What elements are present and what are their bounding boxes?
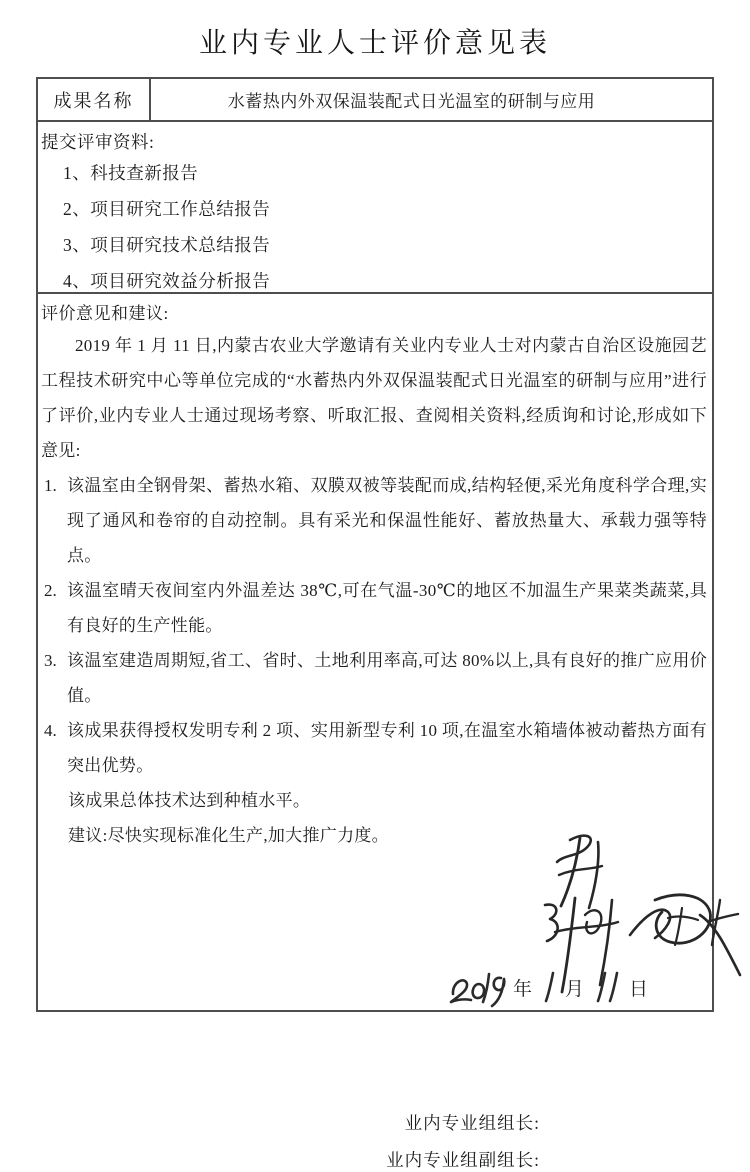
point-number: 3. — [44, 651, 57, 670]
opinion-point — [41, 573, 707, 643]
handwritten-day — [594, 970, 620, 1004]
opinion-conclusion: 该成果总体技术达到种植水平。 — [68, 791, 311, 810]
opinion-point — [41, 713, 707, 783]
point-number: 2. — [44, 581, 57, 600]
deputy-signature-label: 业内专业组副组长: — [386, 1150, 540, 1170]
opinion-suggestion: 建议:尽快实现标准化生产,加大推广力度。 — [68, 826, 389, 845]
result-name-row — [38, 79, 712, 122]
date-unit-month: 月 — [565, 978, 586, 1000]
handwritten-month — [542, 970, 556, 1004]
evaluation-date — [448, 966, 649, 1008]
date-unit-day: 日 — [629, 978, 650, 1000]
handwritten-year — [448, 968, 504, 1006]
point-number: 1. — [44, 476, 57, 495]
signature-stroke — [712, 900, 720, 945]
date-unit-year: 年 — [513, 978, 534, 1000]
signature-stroke — [557, 836, 591, 862]
signature-stroke — [585, 910, 601, 933]
opinion-point — [41, 468, 707, 573]
materials-item: 4、项目研究效益分析报告 — [63, 271, 271, 291]
result-name-value: 水蓄热内外双保温装配式日光温室的研制与应用 — [227, 92, 596, 111]
point-text: 该温室晴天夜间室内外温差达 38℃,可在气温-30℃的地区不加温生产果菜类蔬菜,具有良好的生产性能。 — [67, 581, 707, 635]
signature-stroke — [545, 905, 558, 941]
signature-stroke — [668, 917, 698, 920]
point-text: 该成果获得授权发明专利 2 项、实用新型专利 10 项,在温室水箱墙体被动蓄热方面有突出优势。 — [67, 721, 707, 775]
signature-stroke — [675, 908, 682, 945]
materials-heading: 提交评审资料: — [41, 132, 155, 152]
opinion-intro: 2019 年 1 月 11 日,内蒙古农业大学邀请有关业内专业人士对内蒙古自治区设施园艺工程技术研究中心等单位完成的“水蓄热内外双保温装配式日光温室的研制与应用”进行了评价,业内专业人士通过现场考察、听取汇报、查阅相关资料,经质询和讨论,形成如下意见: — [41, 336, 707, 460]
signature-stroke — [589, 842, 598, 908]
signature-stroke — [559, 866, 602, 875]
signature-stroke — [708, 914, 738, 922]
signature-stroke — [655, 895, 710, 943]
materials-item: 1、科技查新报告 — [63, 163, 199, 183]
point-text: 该温室由全钢骨架、蓄热水箱、双膜双被等装配而成,结构轻便,采光角度科学合理,实现了通风和卷帘的自动控制。具有采光和保温性能好、蓄放热量大、承载力强等特点。 — [67, 476, 707, 565]
leader-signature-label: 业内专业组组长: — [404, 1113, 540, 1133]
opinion-heading: 评价意见和建议: — [41, 304, 169, 323]
result-name-label: 成果名称 — [38, 79, 151, 120]
point-text: 该温室建造周期短,省工、省时、土地利用率高,可达 80%以上,具有良好的推广应用价值。 — [67, 651, 707, 705]
materials-section — [38, 122, 712, 294]
signature-stroke — [630, 910, 670, 938]
point-number: 4. — [44, 721, 57, 740]
opinion-point — [41, 643, 707, 713]
materials-item: 2、项目研究工作总结报告 — [63, 199, 271, 219]
signature-stroke — [700, 915, 740, 975]
document-title: 业内专业人士评价意见表 — [198, 28, 551, 59]
materials-item: 3、项目研究技术总结报告 — [63, 235, 271, 255]
